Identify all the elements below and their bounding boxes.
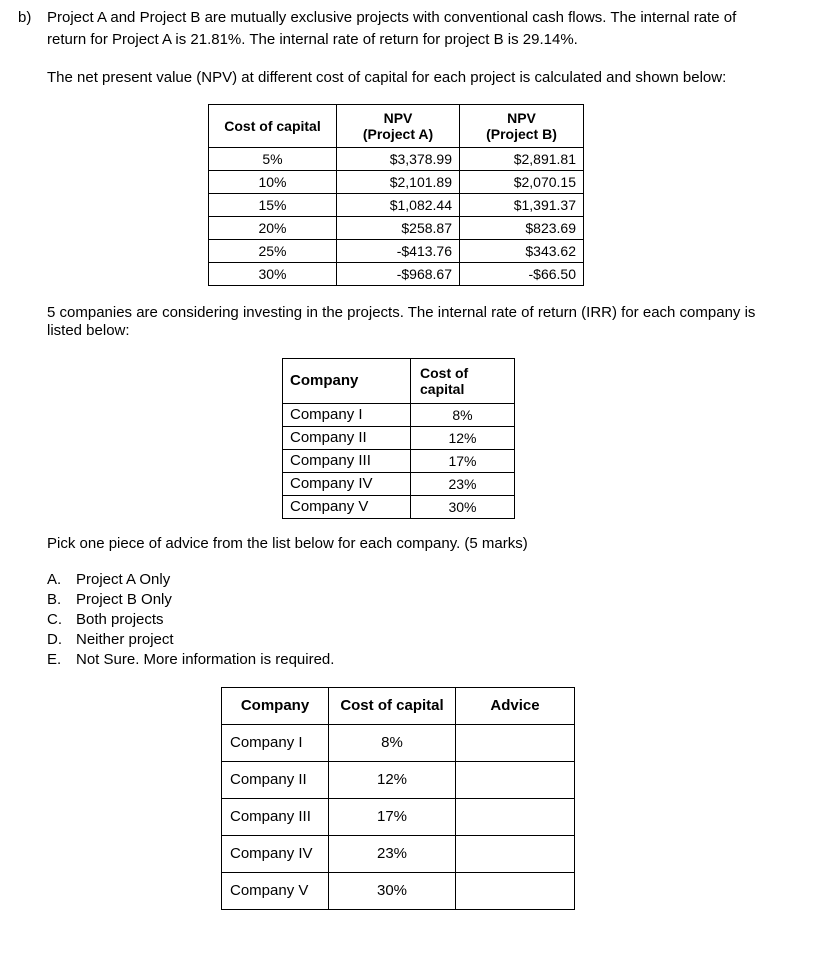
advice-company-cell: Company IV bbox=[222, 836, 329, 873]
list-item bbox=[47, 630, 334, 650]
list-item bbox=[47, 650, 334, 670]
npv-header-a-line2: (Project A) bbox=[362, 126, 434, 142]
company-name-cell: Company V bbox=[283, 496, 411, 519]
option-letter: B. bbox=[47, 591, 62, 608]
table-row bbox=[283, 473, 515, 496]
advice-header-advice: Advice bbox=[456, 688, 575, 725]
npv-header-project-b bbox=[460, 105, 584, 148]
company-cost-header-line2: capital bbox=[420, 381, 465, 397]
option-letter: C. bbox=[47, 611, 62, 628]
table-row bbox=[222, 836, 575, 873]
advice-cost-cell: 12% bbox=[329, 762, 456, 799]
table-row bbox=[222, 762, 575, 799]
company-cost-cell: 23% bbox=[411, 473, 515, 496]
company-table bbox=[282, 358, 515, 519]
npv-a-cell: $1,082.44 bbox=[337, 194, 460, 217]
table-row bbox=[222, 873, 575, 910]
table-row bbox=[283, 427, 515, 450]
option-letter: E. bbox=[47, 651, 62, 668]
advice-cost-cell: 8% bbox=[329, 725, 456, 762]
advice-answer-cell[interactable] bbox=[456, 799, 575, 836]
table-row bbox=[209, 171, 584, 194]
advice-cost-cell: 23% bbox=[329, 836, 456, 873]
advice-answer-cell[interactable] bbox=[456, 836, 575, 873]
npv-header-cost: Cost of capital bbox=[209, 105, 337, 148]
npv-header-b-line1: NPV bbox=[507, 110, 536, 126]
company-name-cell: Company I bbox=[283, 404, 411, 427]
advice-options-list bbox=[47, 570, 334, 670]
npv-cost-cell: 15% bbox=[209, 194, 337, 217]
table-row bbox=[283, 404, 515, 427]
npv-a-cell: -$968.67 bbox=[337, 263, 460, 286]
question-label: b) bbox=[18, 9, 32, 26]
intro-line-1: Project A and Project B are mutually exclusive projects with conventional cash flows. The internal rate of bbox=[47, 9, 737, 26]
table-row bbox=[222, 799, 575, 836]
company-name-cell: Company IV bbox=[283, 473, 411, 496]
npv-intro: The net present value (NPV) at different cost of capital for each project is calculated and shown below: bbox=[47, 69, 727, 86]
table-row bbox=[209, 263, 584, 286]
advice-company-cell: Company II bbox=[222, 762, 329, 799]
option-text: Neither project bbox=[76, 631, 174, 648]
npv-header-project-a bbox=[337, 105, 460, 148]
company-cost-cell: 17% bbox=[411, 450, 515, 473]
table-row bbox=[222, 725, 575, 762]
npv-a-cell: -$413.76 bbox=[337, 240, 460, 263]
advice-company-cell: Company V bbox=[222, 873, 329, 910]
instruction: Pick one piece of advice from the list below for each company. (5 marks) bbox=[47, 535, 528, 552]
npv-cost-cell: 20% bbox=[209, 217, 337, 240]
advice-company-cell: Company III bbox=[222, 799, 329, 836]
option-text: Project A Only bbox=[76, 571, 171, 588]
npv-b-cell: $2,891.81 bbox=[460, 148, 584, 171]
npv-b-cell: $1,391.37 bbox=[460, 194, 584, 217]
company-cost-header-line1: Cost of bbox=[420, 365, 469, 381]
option-letter: A. bbox=[47, 571, 62, 588]
advice-table bbox=[221, 687, 575, 910]
advice-header-company: Company bbox=[222, 688, 329, 725]
company-header: Company bbox=[283, 359, 411, 404]
option-letter: D. bbox=[47, 631, 62, 648]
advice-cost-cell: 17% bbox=[329, 799, 456, 836]
list-item bbox=[47, 610, 334, 630]
npv-a-cell: $3,378.99 bbox=[337, 148, 460, 171]
table-row bbox=[283, 450, 515, 473]
npv-cost-cell: 25% bbox=[209, 240, 337, 263]
table-row bbox=[209, 194, 584, 217]
npv-cost-cell: 30% bbox=[209, 263, 337, 286]
option-text: Project B Only bbox=[76, 591, 172, 608]
npv-header-b-line2: (Project B) bbox=[486, 126, 557, 142]
npv-cost-cell: 5% bbox=[209, 148, 337, 171]
npv-cost-cell: 10% bbox=[209, 171, 337, 194]
company-cost-cell: 8% bbox=[411, 404, 515, 427]
npv-a-cell: $2,101.89 bbox=[337, 171, 460, 194]
table-row bbox=[209, 240, 584, 263]
companies-intro-line-2: listed below: bbox=[47, 322, 130, 339]
table-row bbox=[283, 496, 515, 519]
company-name-cell: Company III bbox=[283, 450, 411, 473]
npv-a-cell: $258.87 bbox=[337, 217, 460, 240]
npv-table bbox=[208, 104, 584, 286]
list-item bbox=[47, 570, 334, 590]
advice-answer-cell[interactable] bbox=[456, 762, 575, 799]
npv-b-cell: $2,070.15 bbox=[460, 171, 584, 194]
company-cost-cell: 30% bbox=[411, 496, 515, 519]
advice-cost-cell: 30% bbox=[329, 873, 456, 910]
table-row bbox=[209, 148, 584, 171]
companies-intro-line-1: 5 companies are considering investing in the projects. The internal rate of return (IRR) for each company is bbox=[47, 304, 756, 321]
advice-company-cell: Company I bbox=[222, 725, 329, 762]
advice-answer-cell[interactable] bbox=[456, 873, 575, 910]
npv-header-a-line1: NPV bbox=[383, 110, 413, 126]
advice-answer-cell[interactable] bbox=[456, 725, 575, 762]
advice-header-cost: Cost of capital bbox=[329, 688, 456, 725]
company-cost-header bbox=[411, 359, 515, 404]
option-text: Not Sure. More information is required. bbox=[76, 651, 335, 668]
npv-b-cell: $823.69 bbox=[460, 217, 584, 240]
npv-b-cell: $343.62 bbox=[460, 240, 584, 263]
option-text: Both projects bbox=[76, 611, 164, 628]
intro-line-2: return for Project A is 21.81%. The internal rate of return for project B is 29.14%. bbox=[47, 31, 578, 48]
list-item bbox=[47, 590, 334, 610]
npv-b-cell: -$66.50 bbox=[460, 263, 584, 286]
company-cost-cell: 12% bbox=[411, 427, 515, 450]
company-name-cell: Company II bbox=[283, 427, 411, 450]
table-row bbox=[209, 217, 584, 240]
